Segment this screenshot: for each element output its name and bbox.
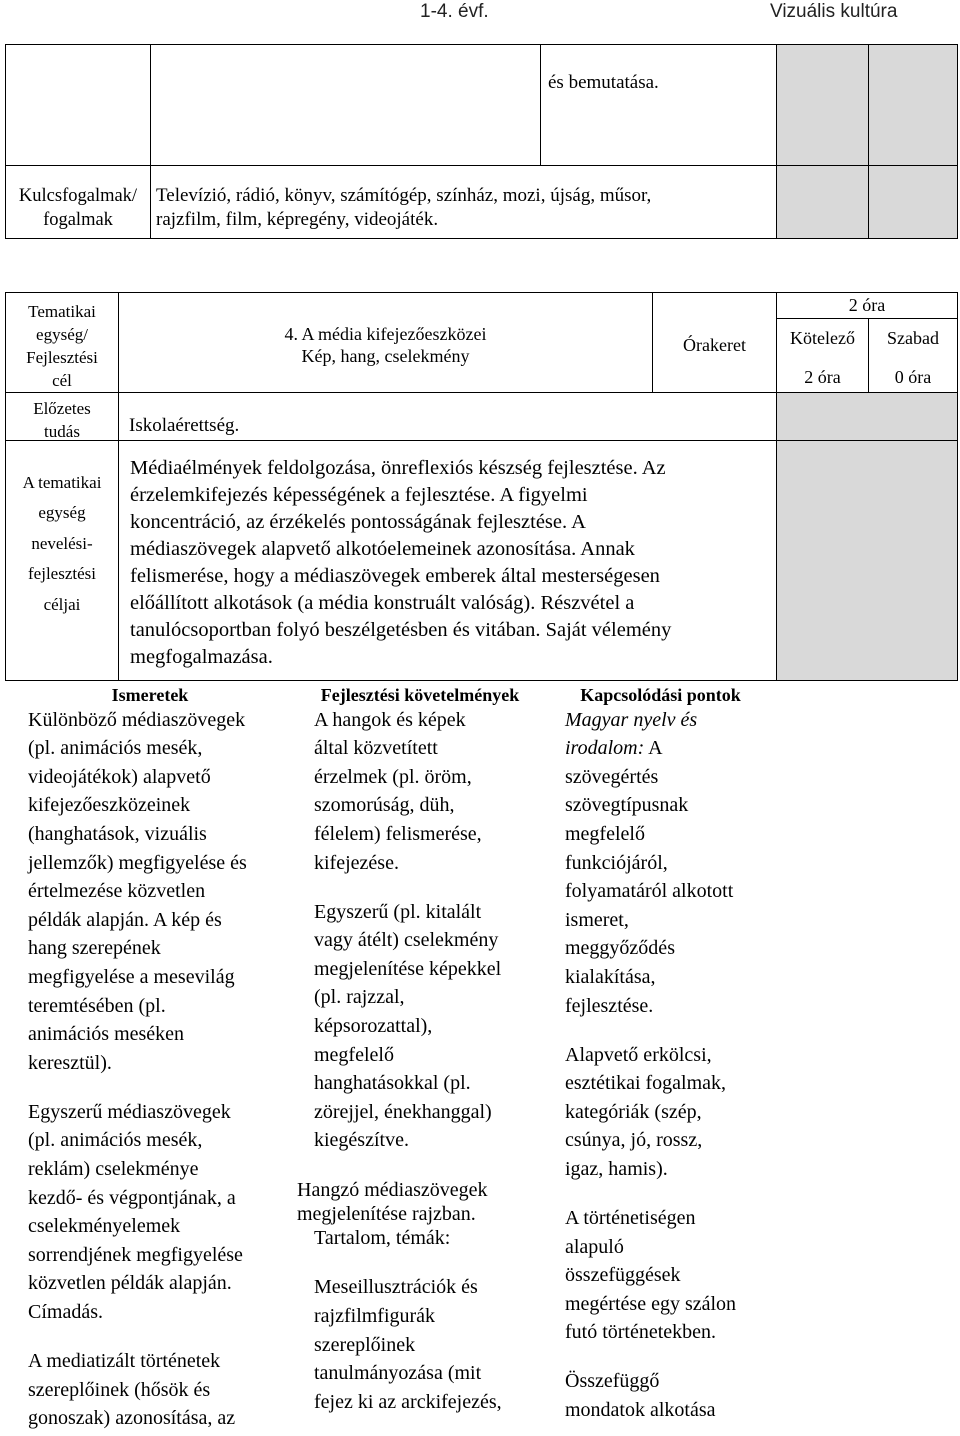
text-line: A hangok és képek (314, 708, 466, 731)
text-line: kifejezése. (314, 851, 399, 874)
text-line: Fejlesztési (26, 347, 98, 367)
text-line: példák alapján. A kép és (28, 908, 222, 931)
unit-title-cell (118, 292, 653, 393)
shaded-cell (776, 392, 958, 441)
continued-text-cell (540, 44, 777, 166)
unit-label-cell (5, 292, 119, 393)
hours-free-label: Szabad (887, 328, 939, 348)
text-line: Kulcsfogalmak/ (18, 186, 138, 206)
goals-label-cell (5, 440, 119, 681)
text-line: Hangzó médiaszövegek (297, 1178, 488, 1201)
requirements-paragraph (314, 898, 544, 1155)
text-line: meggyőződés (565, 937, 675, 960)
text-line: kategóriák (szép, (565, 1100, 702, 1123)
text-segment: A (644, 737, 663, 760)
hours-label: Órakeret (683, 335, 746, 355)
text-line: kezdő- és végpontjának, a (28, 1186, 236, 1209)
text-line: előállított alkotások (a média konstruált valóság). Részvétel a (130, 591, 635, 614)
hours-mandatory-value: 2 óra (804, 367, 841, 387)
prior-knowledge-text-cell (118, 392, 777, 441)
hours-label-cell (652, 292, 777, 393)
text-line: vagy átélt) cselekmény (314, 929, 499, 952)
text-line: felismerése, hogy a médiaszövegek emberek által mesterségesen (130, 564, 660, 587)
text-line: értelmezése közvetlen (28, 880, 206, 903)
requirements-subheading (314, 1226, 544, 1250)
connections-column (565, 706, 775, 1425)
text-line: esztétikai fogalmak, (565, 1072, 727, 1095)
text-line: megfelelő (314, 1043, 394, 1066)
text-line: kifejezőeszközeinek (28, 794, 191, 817)
text-line: rajzfilm, film, képregény, videojáték. (156, 209, 439, 230)
text-line: megfigyelése a mesevilág (28, 966, 235, 989)
header-grade: 1-4. évf. (420, 1, 489, 22)
text-line: céljai (43, 594, 81, 614)
text-line: Összefüggő (565, 1370, 660, 1393)
text-line: futó történetekben. (565, 1321, 717, 1344)
text-line: animációs meséken (28, 1023, 185, 1046)
continued-text: és bemutatása. (548, 72, 659, 93)
text-line: szövegtípusnak (565, 794, 689, 817)
text-line: fejlesztési (28, 564, 96, 584)
text-line: ismeret, (565, 908, 629, 931)
text-line: kialakítása, (565, 966, 656, 989)
text-line: egység/ (36, 324, 88, 344)
text-line: (pl. animációs mesék, (28, 1129, 203, 1152)
text-line: teremtésében (pl. (28, 994, 166, 1017)
header-subject: Vizuális kultúra (770, 1, 898, 22)
text-line: médiaszövegek alapvető alkotóelemeinek azonosítása. Annak (130, 537, 635, 560)
text-line: hang szerepének (28, 937, 161, 960)
text-line: Tartalom, témák: (314, 1226, 451, 1249)
prior-knowledge-label-cell (5, 392, 119, 441)
text-line: zörejjel, énekhanggal) (314, 1100, 492, 1123)
text-line: kiegészítve. (314, 1129, 409, 1152)
text-line: videojátékok) alapvető (28, 765, 211, 788)
hours-free-cell (868, 318, 958, 393)
text-line: igaz, hamis). (565, 1157, 668, 1180)
text-line: képsorozattal), (314, 1015, 433, 1038)
shaded-cell (776, 440, 958, 681)
text-line: egység (38, 503, 86, 523)
text-line: sorrendjének megfigyelése (28, 1243, 243, 1266)
shaded-cell (868, 44, 958, 166)
text-line: A történetiségen (565, 1206, 696, 1229)
shaded-cell (776, 44, 869, 166)
text-line: félelem) felismerése, (314, 823, 482, 846)
prior-knowledge-text: Iskolaérettség. (129, 415, 240, 436)
text-line: Médiaélmények feldolgozása, önreflexiós készség fejlesztése. Az (130, 456, 666, 479)
connections-paragraph (565, 1367, 775, 1424)
requirements-header: Fejlesztési követelmények (320, 685, 520, 705)
text-line: nevelési- (31, 533, 93, 553)
text-line: csúnya, jó, rossz, (565, 1129, 703, 1152)
knowledge-header: Ismeretek (111, 685, 189, 705)
text-line: szereplőinek (hősök és (28, 1378, 211, 1401)
text-line (565, 734, 775, 763)
hours-free-value: 0 óra (894, 367, 932, 387)
shaded-cell (776, 165, 869, 239)
connections-paragraph (565, 1041, 775, 1184)
text-line: (pl. rajzzal, (314, 986, 405, 1009)
text-line: megértése egy szálon (565, 1292, 737, 1315)
requirements-column (297, 706, 544, 1417)
text-line: megjelenítése rajzban. (297, 1202, 476, 1225)
text-line: folyamatáról alkotott (565, 880, 734, 903)
knowledge-paragraph (28, 706, 294, 1078)
key-concepts-text-cell (150, 165, 777, 239)
text-line: fejlesztése. (565, 994, 654, 1017)
key-concepts-label-cell (5, 165, 151, 239)
text-line: funkciójáról, (565, 851, 668, 874)
connections-header: Kapcsolódási pontok (580, 685, 741, 705)
text-line: Különböző médiaszövegek (28, 708, 246, 731)
text-line: összefüggések (565, 1264, 681, 1287)
text-line: Meseillusztrációk és (314, 1276, 478, 1299)
text-line: megfogalmazása. (130, 646, 273, 669)
continued-empty-label-cell (5, 44, 151, 166)
text-line: Egyszerű (pl. kitalált (314, 900, 482, 923)
shaded-cell (868, 165, 958, 239)
hours-total: 2 óra (848, 295, 886, 315)
text-line: reklám) cselekménye (28, 1157, 199, 1180)
goals-text-cell (118, 440, 777, 681)
hours-total-cell (776, 292, 958, 319)
text-line: közvetlen példák alapján. (28, 1272, 232, 1295)
text-line: fogalmak (43, 210, 113, 230)
text-line: hanghatásokkal (pl. (314, 1072, 471, 1095)
italic-text: Magyar nyelv és (565, 708, 698, 731)
connections-paragraph (565, 706, 775, 1021)
text-line: koncentráció, az érzékelés pontosságának fejlesztése. A (130, 510, 586, 533)
text-line: Kép, hang, cselekmény (301, 346, 470, 366)
text-line: rajzfilmfigurák (314, 1304, 436, 1327)
text-line: alapuló (565, 1235, 624, 1258)
text-line: tudás (44, 421, 80, 441)
text-line: jellemzők) megfigyelése és (28, 851, 247, 874)
continued-empty-cell (150, 44, 541, 166)
hours-mandatory-cell (776, 318, 869, 393)
text-line: Egyszerű médiaszövegek (28, 1100, 231, 1123)
requirements-paragraph (314, 706, 544, 878)
text-line: (hanghatások, vizuális (28, 823, 207, 846)
text-line: szövegértés (565, 765, 659, 788)
knowledge-paragraph (28, 1347, 294, 1433)
text-line: cselekményelemek (28, 1215, 181, 1238)
hours-mandatory-label: Kötelező (790, 328, 855, 348)
text-line: 4. A média kifejezőeszközei (284, 324, 487, 344)
text-line: A tematikai (22, 472, 102, 492)
text-line: cél (52, 370, 72, 390)
text-line (565, 706, 775, 735)
text-line: Előzetes (33, 398, 91, 418)
requirements-paragraph (297, 1178, 544, 1226)
text-line: A mediatizált történetek (28, 1349, 221, 1372)
text-line: által közvetített (314, 737, 438, 760)
text-line: keresztül). (28, 1051, 112, 1074)
text-line: Alapvető erkölcsi, (565, 1043, 712, 1066)
text-line: Tematikai (28, 301, 96, 321)
text-line: megfelelő (565, 823, 645, 846)
text-line: tanulmányozása (mit (314, 1362, 482, 1385)
text-line: Címadás. (28, 1300, 103, 1323)
text-line: érzelemkifejezés képességének a fejlesztése. A figyelmi (130, 483, 588, 506)
text-line: gonoszak) azonosítása, az (28, 1407, 236, 1430)
text-line: fejez ki az arckifejezés, (314, 1390, 502, 1413)
text-line: szereplőinek (314, 1333, 416, 1356)
text-line: (pl. animációs mesék, (28, 737, 203, 760)
text-line: szomorúság, düh, (314, 794, 455, 817)
text-line: megjelenítése képekkel (314, 957, 502, 980)
text-line: tanulócsoportban folyó beszélgetésben és vitában. Saját vélemény (130, 619, 672, 642)
knowledge-paragraph (28, 1098, 294, 1327)
requirements-paragraph (314, 1273, 544, 1416)
text-line: Televízió, rádió, könyv, számítógép, színház, mozi, újság, műsor, (156, 185, 652, 206)
knowledge-column (28, 706, 294, 1433)
text-line: mondatok alkotása (565, 1398, 716, 1421)
connections-paragraph (565, 1204, 775, 1347)
text-line: érzelmek (pl. öröm, (314, 765, 472, 788)
italic-text: irodalom: (565, 737, 645, 760)
